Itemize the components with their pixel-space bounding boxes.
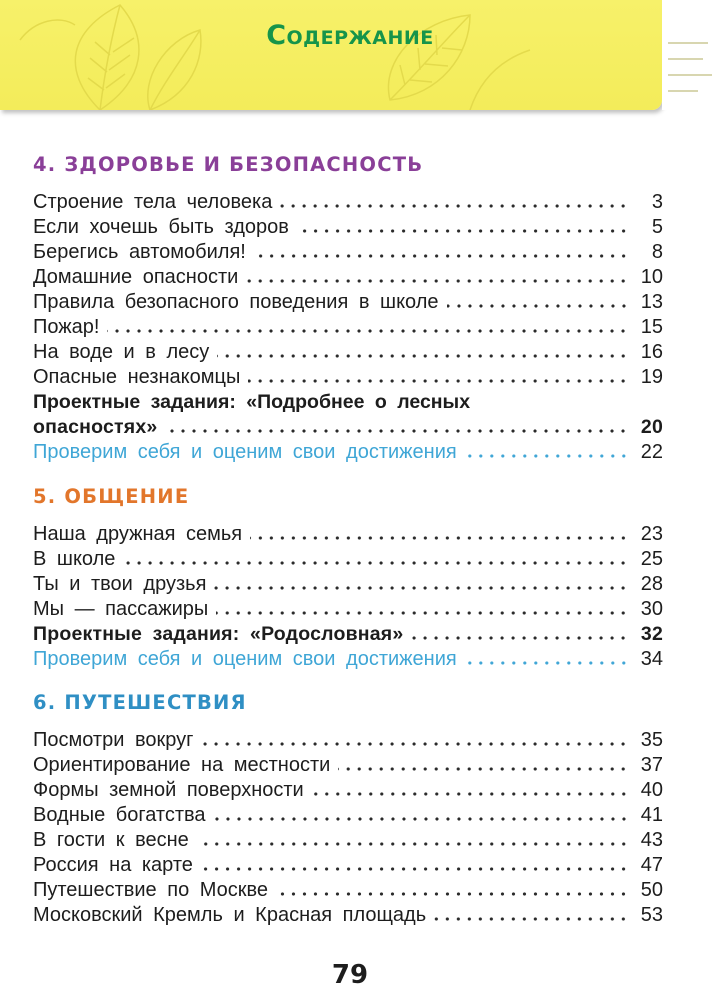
- dot-leader: [250, 534, 629, 542]
- entry-label-line1: Проектные задания: «Подробнее о лесных: [33, 391, 471, 413]
- dot-leader: [280, 202, 629, 210]
- entry-page: 41: [640, 804, 663, 826]
- toc-entry[interactable]: [33, 240, 663, 265]
- entry-page: 8: [651, 241, 663, 263]
- overlapping-page-edge: [662, 0, 717, 110]
- toc-entry[interactable]: [33, 290, 663, 315]
- entry-label: Наша дружная семья: [33, 523, 243, 545]
- entry-page: 34: [640, 648, 663, 670]
- toc-entry[interactable]: [33, 190, 663, 215]
- dot-leader: [248, 377, 629, 385]
- toc-list: [33, 190, 663, 465]
- entry-page: 32: [640, 623, 663, 645]
- dot-leader: [276, 890, 629, 898]
- entry-page: 28: [640, 573, 663, 595]
- toc-list: [33, 728, 663, 928]
- entry-label: Посмотри вокруг: [33, 729, 194, 751]
- toc-entry[interactable]: [33, 315, 663, 340]
- entry-label: Домашние опасности: [33, 266, 239, 288]
- entry-page: 53: [640, 904, 663, 926]
- toc-entry-self-check[interactable]: [33, 440, 663, 465]
- entry-page: 3: [651, 191, 663, 213]
- toc-entry[interactable]: [33, 778, 663, 803]
- section-title: 4. ЗДОРОВЬЕ И БЕЗОПАСНОСТЬ: [33, 153, 424, 176]
- entry-label: В школе: [33, 548, 116, 570]
- entry-page: 13: [640, 291, 663, 313]
- entry-label: Мы — пассажиры: [33, 598, 209, 620]
- entry-label: Опасные незнакомцы: [33, 366, 241, 388]
- toc-entry[interactable]: [33, 365, 663, 390]
- dot-leader: [465, 659, 629, 667]
- entry-page: 5: [651, 216, 663, 238]
- dot-leader: [123, 559, 629, 567]
- entry-label: Проектные задания: «Родословная»: [33, 623, 404, 645]
- dot-leader: [297, 227, 629, 235]
- entry-label: Формы земной поверхности: [33, 779, 304, 801]
- toc-entry[interactable]: [33, 753, 663, 778]
- dot-leader: [214, 815, 629, 823]
- toc-entry[interactable]: [33, 728, 663, 753]
- toc-entry[interactable]: [33, 265, 663, 290]
- entry-page: 10: [640, 266, 663, 288]
- toc-entry-self-check[interactable]: [33, 647, 663, 672]
- dot-leader: [465, 452, 629, 460]
- toc-entry[interactable]: [33, 340, 663, 365]
- entry-label: Водные богатства: [33, 804, 206, 826]
- entry-label: Если хочешь быть здоров: [33, 216, 289, 238]
- entry-page: 30: [640, 598, 663, 620]
- entry-label: Ориентирование на местности: [33, 754, 331, 776]
- page-title: Содержание: [266, 20, 434, 51]
- toc-entry[interactable]: [33, 522, 663, 547]
- entry-label: Проверим себя и оценим свои достижения: [33, 441, 457, 463]
- entry-label: Строение тела человека: [33, 191, 273, 213]
- dot-leader: [216, 609, 629, 617]
- toc-entry[interactable]: [33, 853, 663, 878]
- entry-page: 35: [640, 729, 663, 751]
- page-number: 79: [331, 960, 369, 990]
- entry-label: На воде и в лесу: [33, 341, 210, 363]
- section-health-safety: [33, 152, 663, 465]
- entry-page: 25: [640, 548, 663, 570]
- entry-page: 16: [640, 341, 663, 363]
- entry-label: Путешествие по Москве: [33, 879, 269, 901]
- section-title: 5. ОБЩЕНИЕ: [33, 485, 190, 508]
- dot-leader: [312, 790, 629, 798]
- toc-entry[interactable]: [33, 597, 663, 622]
- entry-label-line2: опасностях»: [33, 416, 158, 438]
- dot-leader: [411, 634, 629, 642]
- section-travel: [33, 690, 663, 928]
- entry-label: В гости к весне: [33, 829, 189, 851]
- dot-leader: [434, 915, 629, 923]
- entry-page: 20: [640, 416, 663, 438]
- toc-entry[interactable]: [33, 903, 663, 928]
- entry-label: Берегись автомобиля!: [33, 241, 246, 263]
- entry-label: Правила безопасного поведения в школе: [33, 291, 439, 313]
- dot-leader: [201, 865, 629, 873]
- dot-leader: [201, 740, 629, 748]
- entry-page: 50: [640, 879, 663, 901]
- toc-entry[interactable]: [33, 828, 663, 853]
- entry-page: 40: [640, 779, 663, 801]
- toc-entry-project[interactable]: [33, 622, 663, 647]
- entry-page: 23: [640, 523, 663, 545]
- leaf-decoration-icon: [0, 0, 662, 110]
- dot-leader: [217, 352, 629, 360]
- entry-label: Пожар!: [33, 316, 100, 338]
- dot-leader: [197, 840, 629, 848]
- entry-label: Ты и твои друзья: [33, 573, 207, 595]
- dot-leader: [165, 427, 629, 435]
- toc-entry-project[interactable]: [33, 390, 663, 440]
- entry-page: 43: [640, 829, 663, 851]
- entry-page: 15: [640, 316, 663, 338]
- toc-entry[interactable]: [33, 572, 663, 597]
- section-communication: [33, 484, 663, 672]
- dot-leader: [214, 584, 629, 592]
- section-title: 6. ПУТЕШЕСТВИЯ: [33, 691, 247, 714]
- dot-leader: [107, 327, 629, 335]
- toc-entry[interactable]: [33, 215, 663, 240]
- entry-label: Московский Кремль и Красная площадь: [33, 904, 427, 926]
- entry-label: Россия на карте: [33, 854, 193, 876]
- entry-page: 37: [640, 754, 663, 776]
- toc-entry[interactable]: [33, 803, 663, 828]
- toc-entry[interactable]: [33, 878, 663, 903]
- toc-entry[interactable]: [33, 547, 663, 572]
- dot-leader: [447, 302, 629, 310]
- dot-leader: [254, 252, 629, 260]
- header-banner: [0, 0, 662, 110]
- dot-leader: [338, 765, 629, 773]
- entry-page: 19: [640, 366, 663, 388]
- entry-label: Проверим себя и оценим свои достижения: [33, 648, 457, 670]
- toc-list: [33, 522, 663, 672]
- dot-leader: [246, 277, 629, 285]
- entry-page: 22: [640, 441, 663, 463]
- entry-page: 47: [640, 854, 663, 876]
